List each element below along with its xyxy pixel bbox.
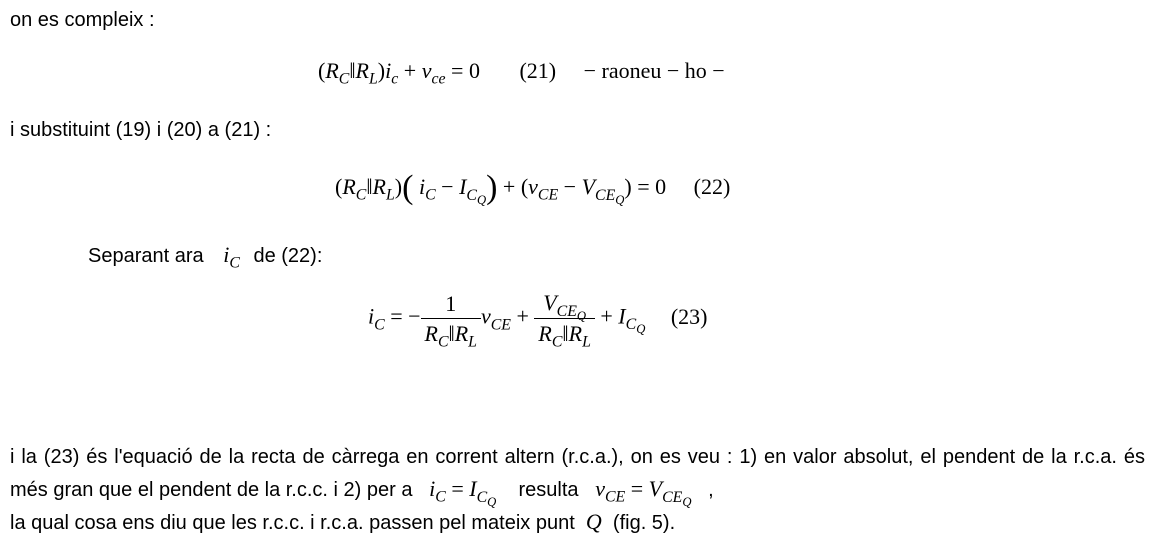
inline-eq-ic-icq: $i_C = I_{C_Q}$ — [429, 476, 497, 509]
equation-number-21: (21) — [519, 58, 557, 83]
text-line-substitution: i substituint (19) i (20) a (21) : — [10, 119, 272, 141]
equation-note: − raoneu − ho − — [583, 58, 725, 83]
fraction-vceq-over-resistance: $\frac{V_{CE_Q}}{R_C‖R_L}$ — [534, 292, 594, 345]
equation-23: $i_C$ = − $\frac{1}{R_C‖R_L}$ $v_{CE}$ + $\frac{V_{CE_Q}}{R_C‖R_L}$ + $I_{C_Q}$ (23) — [368, 290, 708, 351]
conclusion-paragraph: i la (23) és l'equació de la recta de càrrega en corrent altern (r.c.a.), on es veu : 1) en valor absolut, el pendent de la r.c.a. és més gran que el pendent de la r.c.c. i 2) per a $i_C = I_{C_Q}$ resulta $v_{CE} = V_{CE_Q}$ , la qual cosa ens diu que les r.c.c. i r.c.a. passen pel mateix punt Q (fig. 5). — [10, 446, 1145, 534]
equation-number-22: (22) — [693, 174, 731, 199]
equation-22: $(R_C‖R_L)$( $i_C - I_{C_Q}) + (v_{CE} - V_{CE_Q}) = 0$ (22) — [335, 169, 731, 207]
equation-number-23: (23) — [670, 303, 708, 329]
equation-21: $(R_C‖R_L)i_c + v_{ce} = 0$ (21) − raoneu − ho − — [318, 58, 725, 88]
point-q: Q — [585, 509, 602, 534]
inline-eq-vce-vceq: $v_{CE} = V_{CE_Q}$ — [595, 476, 692, 509]
text-line-separant: Separant ara $i_C$ de (22): — [88, 242, 323, 272]
fraction-1-over-resistance: $\frac{1}{R_C‖R_L}$ — [421, 293, 481, 345]
text-line-intro: on es compleix : — [10, 9, 155, 31]
